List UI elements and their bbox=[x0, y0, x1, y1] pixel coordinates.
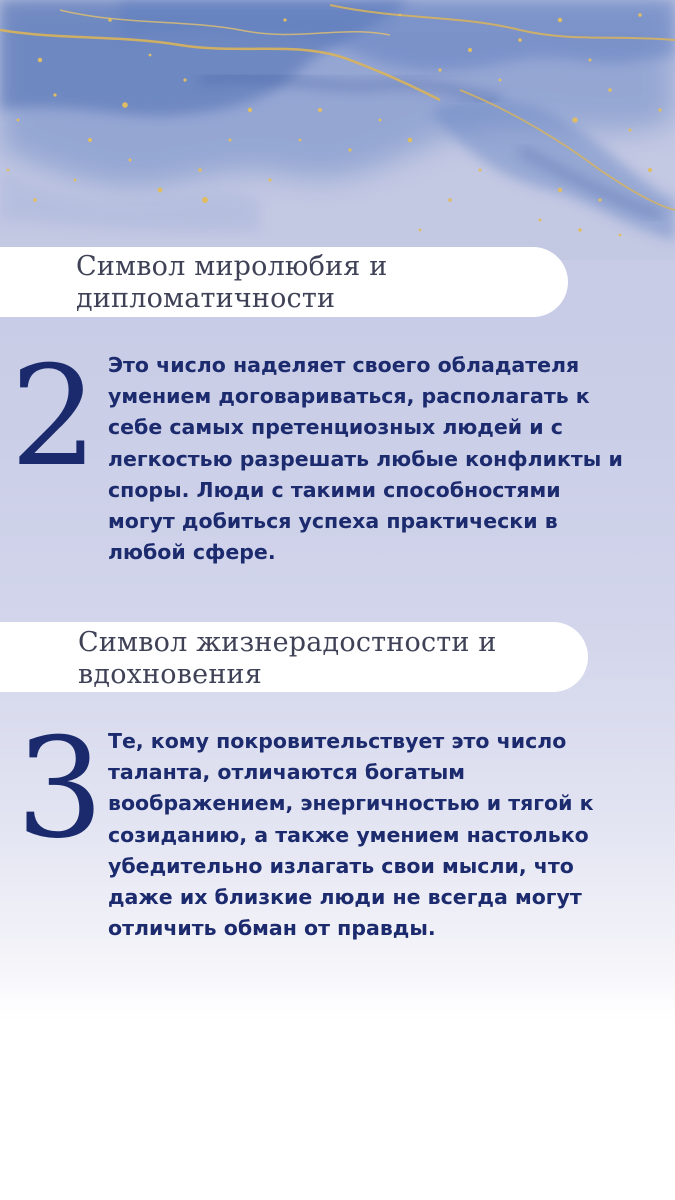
section-three-description bbox=[108, 726, 593, 944]
section-two-heading bbox=[76, 251, 388, 315]
description-line: споры. Люди с такими способностями bbox=[108, 477, 561, 502]
description-line: таланта, отличаются богатым bbox=[108, 760, 465, 785]
heading-line: дипломатичности bbox=[76, 283, 336, 314]
section-three-heading bbox=[78, 627, 497, 691]
section-two-description bbox=[108, 350, 623, 568]
heading-line: вдохновения bbox=[78, 659, 262, 690]
description-line: воображением, энергичностью и тягой к bbox=[108, 791, 594, 816]
description-line: любой сфере. bbox=[108, 540, 276, 565]
watercolor-gold-header bbox=[0, 0, 675, 260]
number-two: 2 bbox=[10, 336, 98, 497]
description-line: Те, кому покровительствует это число bbox=[108, 729, 567, 753]
number-three: 3 bbox=[16, 708, 104, 869]
description-line: Это число наделяет своего обладателя bbox=[108, 353, 580, 377]
description-line: легкостью разрешать любые конфликты и bbox=[108, 446, 623, 471]
description-line: убедительно излагать свои мысли, что bbox=[108, 853, 574, 878]
description-line: умением договариваться, располагать к bbox=[108, 384, 590, 409]
heading-line: Символ миролюбия и bbox=[76, 251, 388, 282]
description-line: даже их близкие люди не всегда могут bbox=[108, 885, 582, 910]
description-line: созиданию, а также умением настолько bbox=[108, 822, 589, 847]
description-line: отличить обман от правды. bbox=[108, 916, 436, 941]
description-line: могут добиться успеха практически в bbox=[108, 509, 558, 534]
heading-line: Символ жизнерадостности и bbox=[78, 627, 497, 658]
description-line: себе самых претенциозных людей и с bbox=[108, 415, 563, 440]
